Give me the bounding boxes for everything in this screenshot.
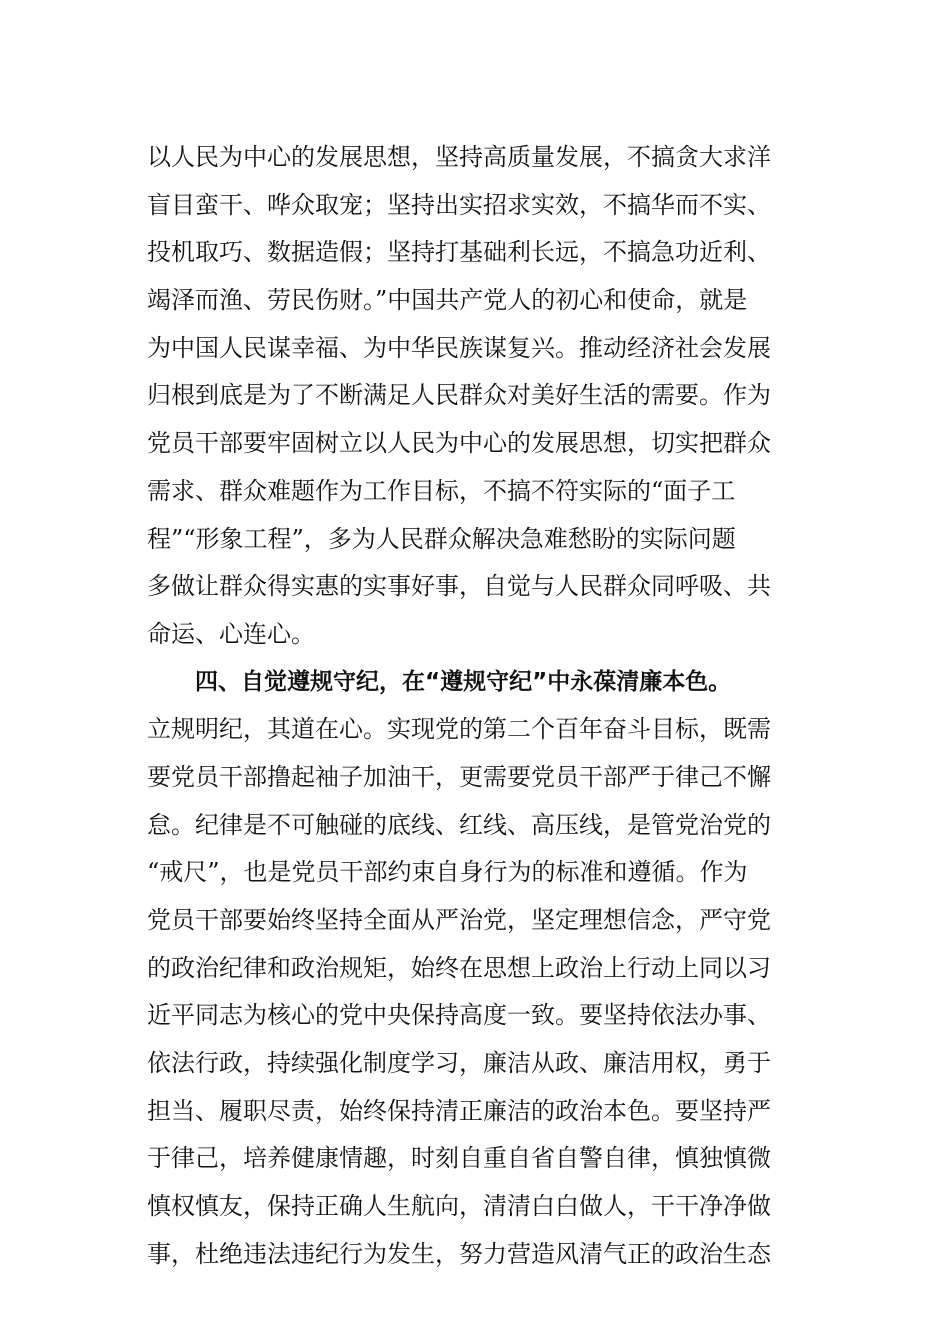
paragraph-2-line: 慎权慎友，保持正确人生航向，清清白白做人，干干净净做 (147, 1192, 771, 1221)
paragraph-1-line: 归根到底是为了不断满足人民群众对美好生活的需要。作为 (147, 381, 771, 410)
paragraph-2-line: “戒尺”，也是党员干部约束自身行为的标准和遵循。作为 (147, 858, 748, 887)
paragraph-1-line: 多做让群众得实惠的实事好事，自觉与人民群众同呼吸、共 (147, 572, 771, 601)
paragraph-1-line: 程”“形象工程”，多为人民群众解决急难愁盼的实际问题 (147, 524, 736, 553)
paragraph-1-line: 党员干部要牢固树立以人民为中心的发展思想，切实把群众 (147, 429, 771, 458)
paragraph-2-line: 立规明纪，其道在心。实现党的第二个百年奋斗目标，既需 (147, 715, 771, 744)
paragraph-2-line: 依法行政，持续强化制度学习，廉洁从政、廉洁用权，勇于 (147, 1049, 771, 1078)
paragraph-1-line: 以人民为中心的发展思想，坚持高质量发展，不搞贪大求洋 (147, 143, 771, 171)
paragraph-2-line: 担当、履职尽责，始终保持清正廉洁的政治本色。要坚持严 (147, 1096, 771, 1125)
paragraph-1-line: 投机取巧、数据造假；坚持打基础利长远，不搞急功近利、 (147, 238, 771, 267)
paragraph-2-line: 要党员干部撸起袖子加油干，更需要党员干部严于律己不懈 (147, 762, 771, 791)
paragraph-2-line: 党员干部要始终坚持全面从严治党，坚定理想信念，严守党 (147, 906, 771, 934)
paragraph-1-line: 需求、群众难题作为工作目标，不搞不符实际的“面子工 (147, 476, 736, 505)
paragraph-1-line: 命运、心连心。 (147, 619, 315, 648)
document-body (147, 134, 807, 1279)
paragraph-2-line: 于律己，培养健康情趣，时刻自重自省自警自律，慎独慎微 (147, 1144, 771, 1173)
section-heading: 四、自觉遵规守纪，在“遵规守纪”中永葆清廉本色。 (195, 668, 732, 695)
paragraph-1-line: 竭泽而渔、劳民伤财。”中国共产党人的初心和使命，就是 (147, 286, 748, 315)
paragraph-2-line: 近平同志为核心的党中央保持高度一致。要坚持依法办事、 (147, 1001, 771, 1030)
paragraph-2-line: 事，杜绝违法违纪行为发生，努力营造风清气正的政治生态 (147, 1239, 771, 1268)
paragraph-1-line: 为中国人民谋幸福、为中华民族谋复兴。推动经济社会发展 (147, 333, 771, 362)
paragraph-2-line: 怠。纪律是不可触碰的底线、红线、高压线，是管党治党的 (147, 810, 771, 839)
paragraph-1-line: 盲目蛮干、哗众取宠；坚持出实招求实效，不搞华而不实、 (147, 190, 771, 219)
paragraph-2-line: 的政治纪律和政治规矩，始终在思想上政治上行动上同以习 (147, 953, 771, 982)
